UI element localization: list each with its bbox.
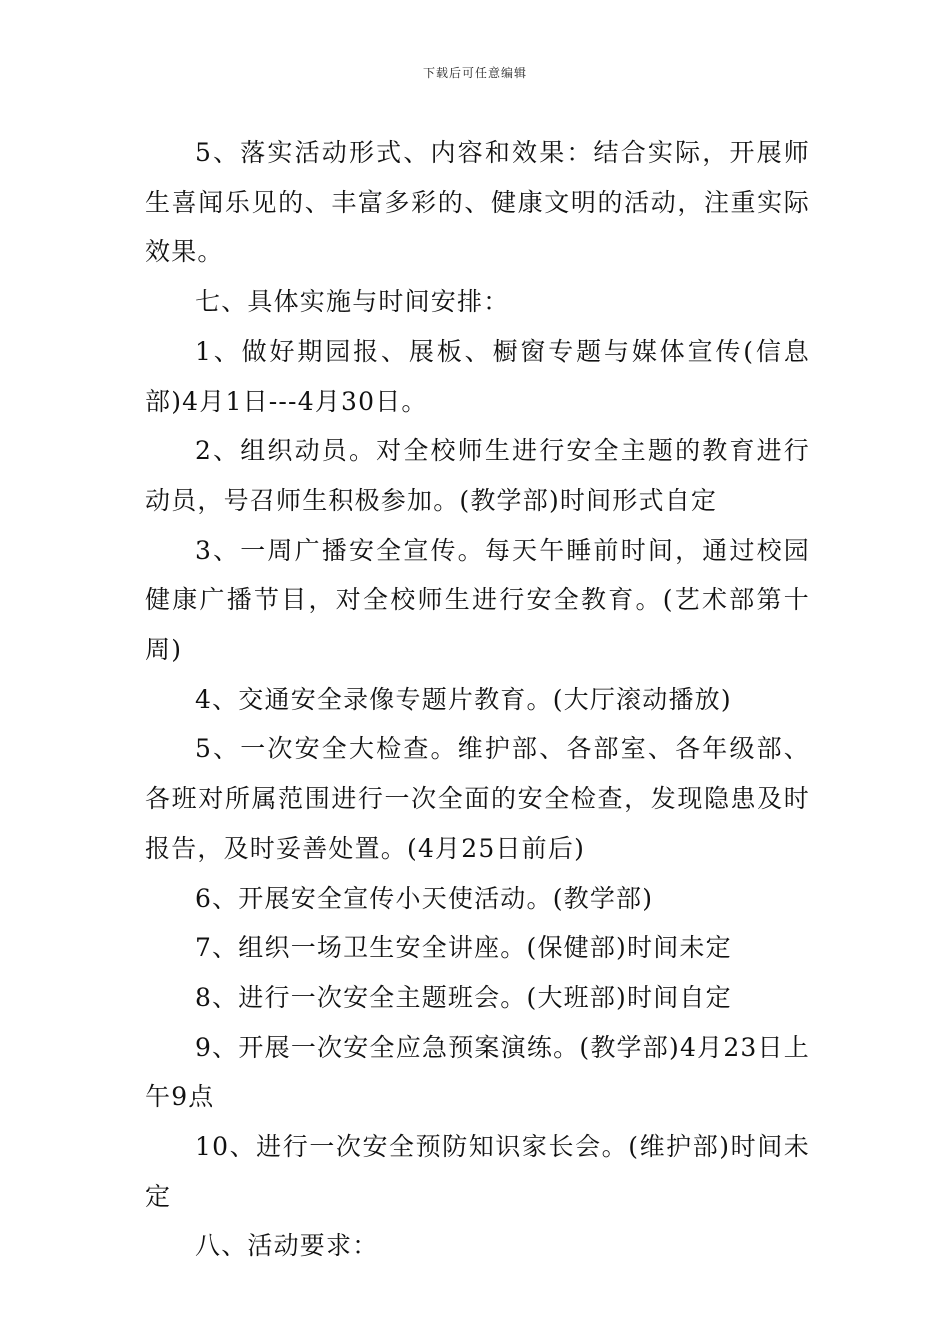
section-heading-requirements: 八、活动要求： <box>195 1231 379 1261</box>
document-body <box>145 128 810 1271</box>
paragraph-item-2: 2、组织动员。对全校师生进行安全主题的教育进行动员，号召师生积极参加。(教学部)时间形式自定 <box>145 436 810 515</box>
paragraph-item-4: 4、交通安全录像专题片教育。(大厅滚动播放) <box>195 684 732 714</box>
download-note: 下载后可任意编辑 <box>422 66 527 80</box>
paragraph-item-5: 5、一次安全大检查。维护部、各部室、各年级部、各班对所属范围进行一次全面的安全检查，发现隐患及时报告，及时妥善处置。(4月25日前后) <box>145 734 810 863</box>
paragraph-item-7: 7、组织一场卫生安全讲座。(保健部)时间未定 <box>195 933 732 963</box>
paragraph-item-9: 9、开展一次安全应急预案演练。(教学部)4月23日上午9点 <box>145 1032 810 1112</box>
paragraph-item-10: 10、进行一次安全预防知识家长会。(维护部)时间未定 <box>145 1132 810 1211</box>
paragraph-item-3: 3、一周广播安全宣传。每天午睡前时间，通过校园健康广播节目，对全校师生进行安全教育。(艺术部第十周) <box>145 535 810 665</box>
section-heading-implementation: 七、具体实施与时间安排： <box>195 287 510 317</box>
paragraph-item-1: 1、做好期园报、展板、橱窗专题与媒体宣传(信息部)4月1日---4月30日。 <box>145 336 810 416</box>
paragraph-activity-form: 5、落实活动形式、内容和效果：结合实际，开展师生喜闻乐见的、丰富多彩的、健康文明的活动，注重实际效果。 <box>145 138 810 267</box>
paragraph-item-8: 8、进行一次安全主题班会。(大班部)时间自定 <box>195 982 732 1012</box>
paragraph-item-6: 6、开展安全宣传小天使活动。(教学部) <box>195 883 654 913</box>
